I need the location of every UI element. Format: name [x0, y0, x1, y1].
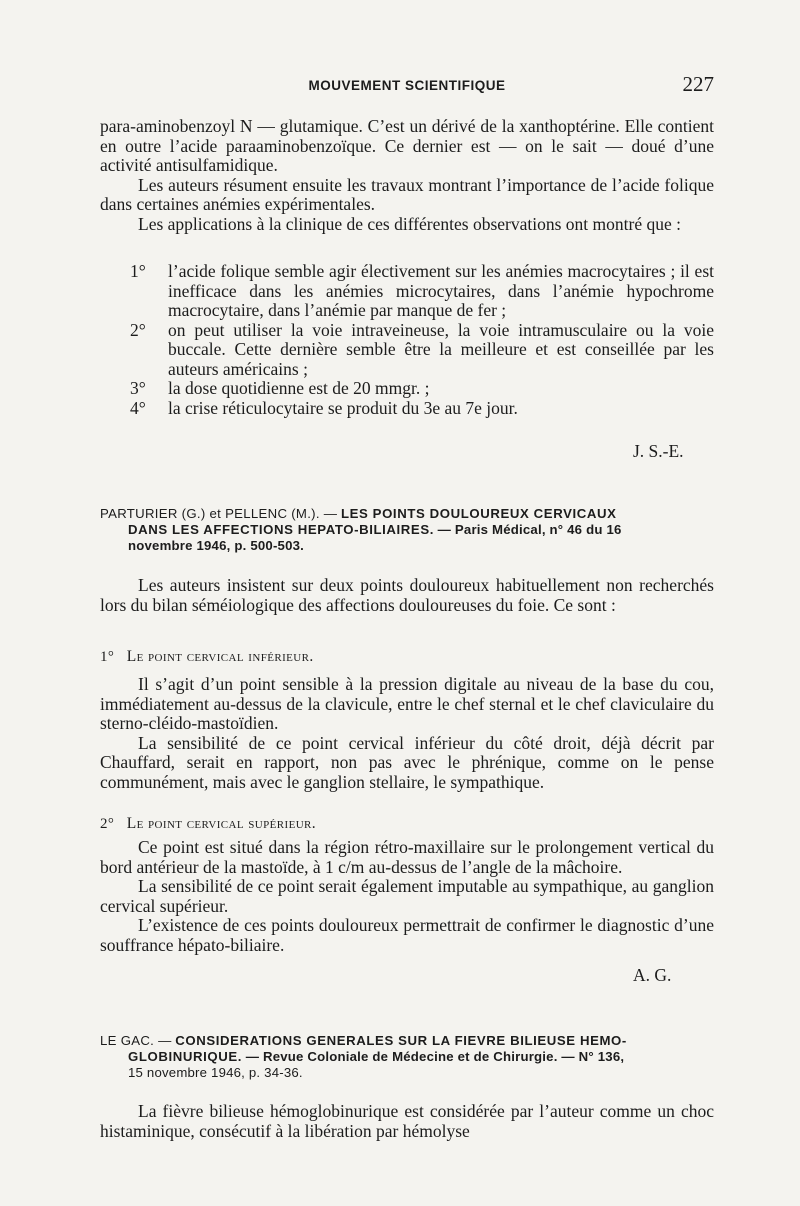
subsection-heading: [100, 815, 714, 833]
section2-point1: [100, 675, 714, 792]
paragraph: Il s’agit d’un point sensible à la pression digitale au niveau de la base du cou, immédiatement au-dessus de la clavicule, entre le chef sternal et le chef claviculaire du sterno-cléido-mastoïdien.: [100, 674, 714, 733]
section2-point2: [100, 838, 714, 955]
paragraph: Les auteurs insistent sur deux points douloureux habituellement non recherchés lors du bilan séméiologique des affections douloureuses du foie. Ce sont :: [100, 575, 714, 615]
ref-title: GLOBINURIQUE.: [128, 1049, 243, 1064]
ref-title: LES POINTS DOULOUREUX CERVICAUX: [340, 506, 617, 521]
list-number: 2°: [130, 319, 146, 340]
subsection-title: Le point cervical supérieur.: [126, 815, 317, 832]
list-item: [130, 399, 714, 419]
running-title: MOUVEMENT SCIENTIFIQUE: [308, 78, 506, 93]
list-item: [130, 321, 714, 380]
list-number: 4°: [130, 397, 146, 418]
ref-authors: LE GAC. —: [100, 1033, 172, 1048]
ref-authors: PARTURIER (G.) et PELLENC (M.). —: [100, 506, 338, 521]
section2-intro: [100, 576, 714, 615]
list-number: 3°: [130, 378, 146, 398]
ref-date: novembre 1946, p. 500-503.: [128, 538, 304, 553]
list-text: la dose quotidienne est de 20 mmgr. ;: [168, 378, 430, 398]
paragraph: Les applications à la clinique de ces différentes observations ont montré que :: [138, 213, 681, 234]
page-number: 227: [682, 72, 714, 96]
subsection-number: 1°: [100, 649, 115, 665]
numbered-list: [130, 262, 714, 418]
bibliographic-reference: [100, 506, 714, 554]
section1-text: [100, 117, 714, 234]
paragraph: Ce point est situé dans la région rétro-maxillaire sur le prolongement vertical du bord antérieur de la mastoïde, à 1 c/m au-dessus de l’angle de la mâchoire.: [100, 837, 714, 877]
list-text: l’acide folique semble agir électivement sur les anémies macrocytaires ; il est inefficace dans les anémies microcytaires, dans l’anémie hypochrome macrocytaire, dans l’anémie par manque de fer ;: [168, 261, 714, 320]
paragraph: La sensibilité de ce point cervical inférieur du côté droit, déjà décrit par Chauffard, serait en rapport, non pas avec le phrénique, comme on le pense communément, mais avec le ganglion stellaire, le sympathique.: [100, 732, 714, 792]
bibliographic-reference: [100, 1033, 714, 1081]
paragraph: para-aminobenzoyl N — glutamique. C’est un dérivé de la xanthoptérine. Elle contient en outre l’acide paraaminobenzoïque. Ce dernier est — on le sait — doué d’une activité antisulfamidique.: [100, 116, 714, 175]
list-item: [130, 262, 714, 321]
list-number: 1°: [130, 261, 146, 281]
ref-date: 15 novembre 1946, p. 34-36.: [128, 1065, 303, 1080]
list-text: la crise réticulocytaire se produit du 3e au 7e jour.: [168, 397, 518, 418]
section3-intro: [100, 1102, 714, 1141]
ref-title: CONSIDERATIONS GENERALES SUR LA FIEVRE BILIEUSE HEMO-: [175, 1033, 627, 1048]
ref-journal: — Revue Coloniale de Médecine et de Chirurgie. — N° 136,: [245, 1049, 625, 1064]
subsection-number: 2°: [100, 816, 115, 832]
paragraph: La sensibilité de ce point serait également imputable au sympathique, au ganglion cervical supérieur.: [100, 876, 714, 916]
list-item: [130, 379, 714, 399]
list-text: on peut utiliser la voie intraveineuse, la voie intramusculaire ou la voie buccale. Cette dernière semble être la meilleure et est conseillée par les auteurs américains ;: [168, 319, 714, 379]
paragraph: L’existence de ces points douloureux permettrait de confirmer le diagnostic d’une souffrance hépato-biliaire.: [100, 915, 714, 955]
paragraph: La fièvre bilieuse hémoglobinurique est considérée par l’auteur comme un choc histaminique, consécutif à la libération par hémolyse: [100, 1101, 714, 1141]
subsection-title: Le point cervical inférieur.: [126, 648, 314, 665]
paragraph: Les auteurs résument ensuite les travaux montrant l’importance de l’acide folique dans certaines anémies expérimentales.: [100, 174, 714, 214]
ref-title: DANS LES AFFECTIONS HEPATO-BILIAIRES.: [128, 522, 434, 537]
signature: A. G.: [633, 965, 672, 985]
ref-journal: — Paris Médical, n° 46 du 16: [437, 522, 622, 537]
page-header: [100, 72, 714, 98]
subsection-heading: [100, 648, 714, 666]
signature: J. S.-E.: [633, 441, 684, 461]
